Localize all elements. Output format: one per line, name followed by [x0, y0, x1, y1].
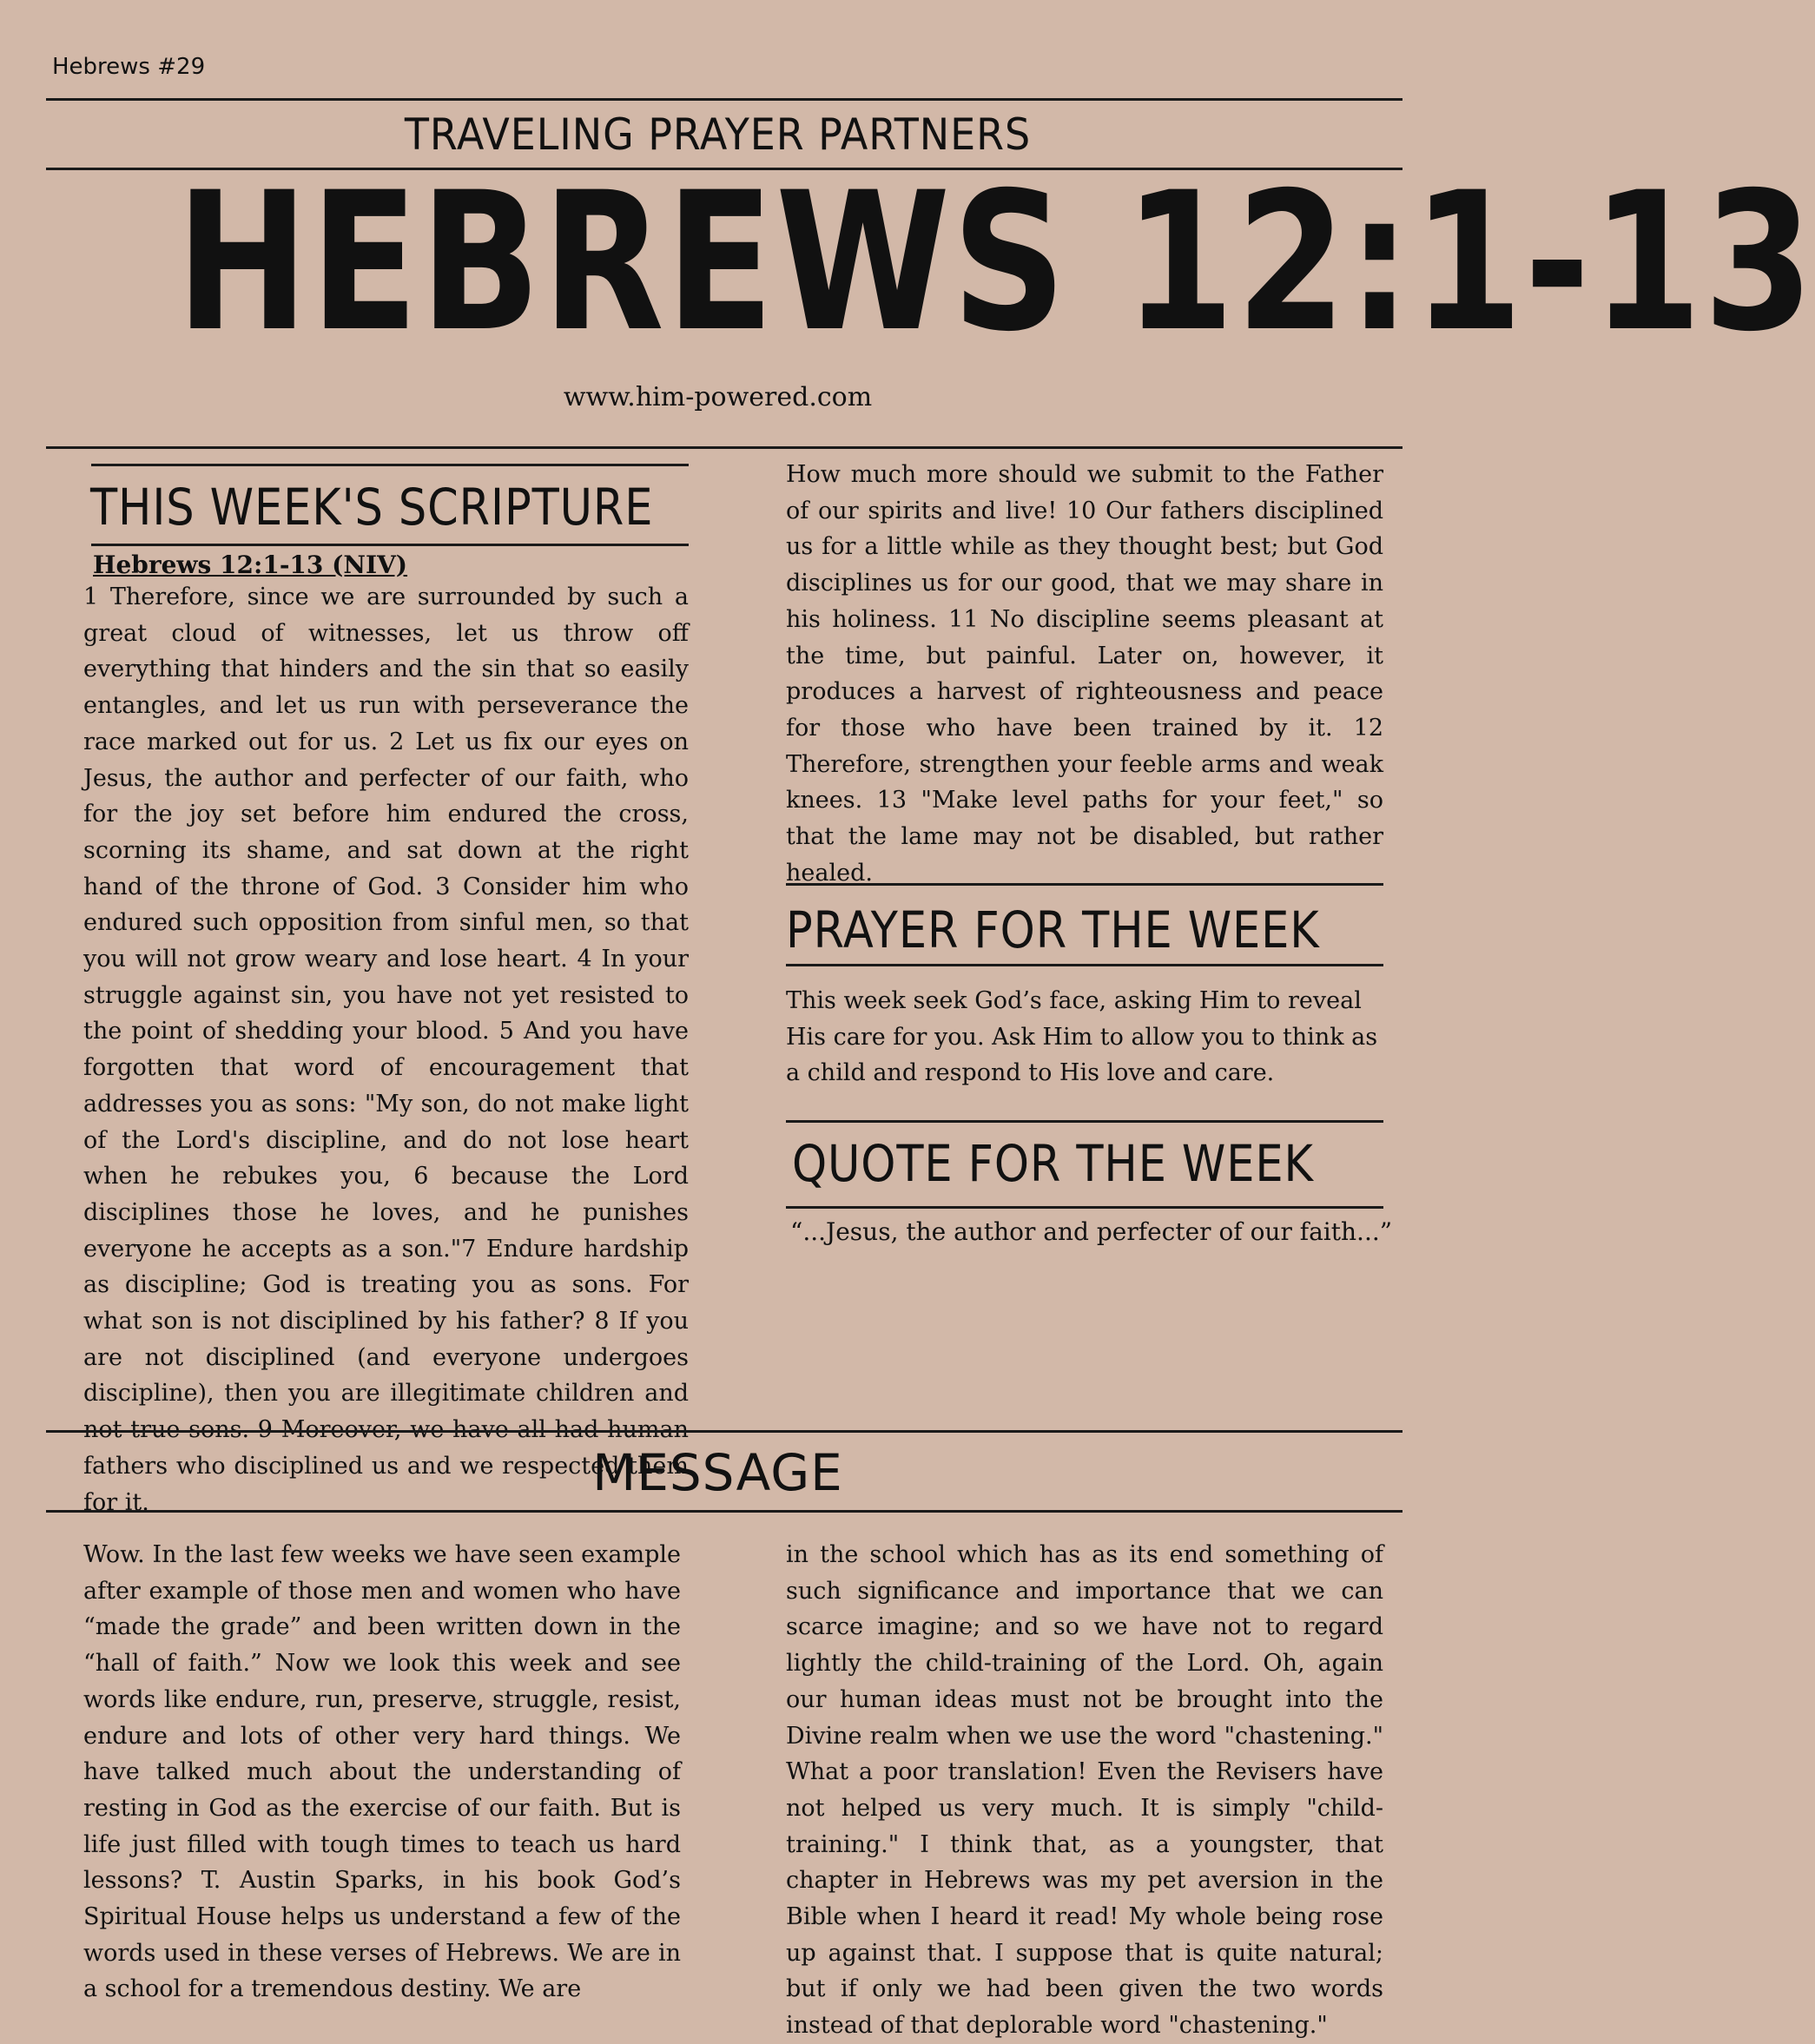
top-rule	[46, 98, 1402, 101]
quote-title: QUOTE FOR THE WEEK	[792, 1134, 1314, 1193]
quote-top-rule	[786, 1120, 1383, 1123]
masthead-rule	[46, 446, 1402, 449]
scripture-bottom-rule	[91, 544, 689, 546]
prayer-title: PRAYER FOR THE WEEK	[786, 900, 1320, 959]
quote-bottom-rule	[786, 1206, 1383, 1209]
scripture-text-right: How much more should we submit to the Father of our spirits and live! 10 Our fathers disciplined us for a little while as they thought best; but God disciplines us for our good, that we may share in his holiness. 11 No discipline seems pleasant at the time, but painful. Later on, however, it produces a harvest of righteousness and peace for those who have been trained by it. 12 Therefore, strengthen your feeble arms and weak knees. 13 "Make level paths for your feet," so that the lame may not be disabled, but rather healed.	[786, 461, 1383, 887]
kicker-title: TRAVELING PRAYER PARTNERS	[404, 109, 1032, 160]
message-bottom-rule	[46, 1510, 1402, 1513]
prayer-bottom-rule	[786, 964, 1383, 966]
prayer-text: This week seek God’s face, asking Him to reveal His care for you. Ask Him to allow you to think as a child and respond to His love and care.	[786, 987, 1378, 1087]
scripture-reference: Hebrews 12:1-13 (NIV)	[93, 551, 408, 579]
issue-label: Hebrews #29	[52, 54, 206, 80]
message-text-right: in the school which has as its end something of such significance and importance that we can scarce imagine; and so we have not to regard lightly the child-training of the Lord. Oh, again our human ideas must not be brought into the Divine realm when we use the word "chastening." What a poor translation! Even the Revisers have not helped us very much. It is simply "child-training." I think that, as a youngster, that chapter in Hebrews was my pet aversion in the Bible when I heard it read! My whole being rose up against that. I suppose that is quite natural; but if only we had been given the two words instead of that deplorable word "chastening."	[786, 1541, 1383, 2040]
message-title: MESSAGE	[592, 1443, 843, 1502]
prayer-top-rule	[786, 883, 1383, 886]
quote-text: “...Jesus, the author and perfecter of our faith...”	[790, 1217, 1393, 1246]
scripture-title: THIS WEEK'S SCRIPTURE	[90, 478, 654, 537]
scripture-top-rule	[91, 464, 689, 466]
website-url: www.him-powered.com	[563, 382, 873, 412]
message-text-left: Wow. In the last few weeks we have seen example after example of those men and women who have “made the grade” and been written down in the “hall of faith.” Now we look this week and see words like endure, run, preserve, struggle, resist, endure and lots of other very hard things. We have talked much about the understanding of resting in God as the exercise of our faith. But is life just filled with tough times to teach us hard lessons? T. Austin Sparks, in his book God’s Spiritual House helps us understand a few of the words used in these verses of Hebrews. We are in a school for a tremendous destiny. We are	[83, 1541, 681, 2003]
headline: HEBREWS 12:1-13	[175, 151, 1815, 373]
scripture-text-left: 1 Therefore, since we are surrounded by such a great cloud of witnesses, let us throw off everything that hinders and the sin that so easily entangles, and let us run with perseverance the race marked out for us. 2 Let us fix our eyes on Jesus, the author and perfecter of our faith, who for the joy set before him endured the cross, scorning its shame, and sat down at the right hand of the throne of God. 3 Consider him who endured such opposition from sinful men, so that you will not grow weary and lose heart. 4 In your struggle against sin, you have not yet resisted to the point of shedding your blood. 5 And you have forgotten that word of encouragement that addresses you as sons: "My son, do not make light of the Lord's discipline, and do not lose heart when he rebukes you, 6 because the Lord disciplines those he loves, and he punishes everyone he accepts as a son."7 Endure hardship as discipline; God is treating you as sons. For what son is not disciplined by his father? 8 If you are not disciplined (and everyone undergoes discipline), then you are illegitimate children and not true sons. 9 Moreover, we have all had human fathers who disciplined us and we respected them for it.	[83, 584, 689, 1516]
message-top-rule	[46, 1430, 1402, 1433]
